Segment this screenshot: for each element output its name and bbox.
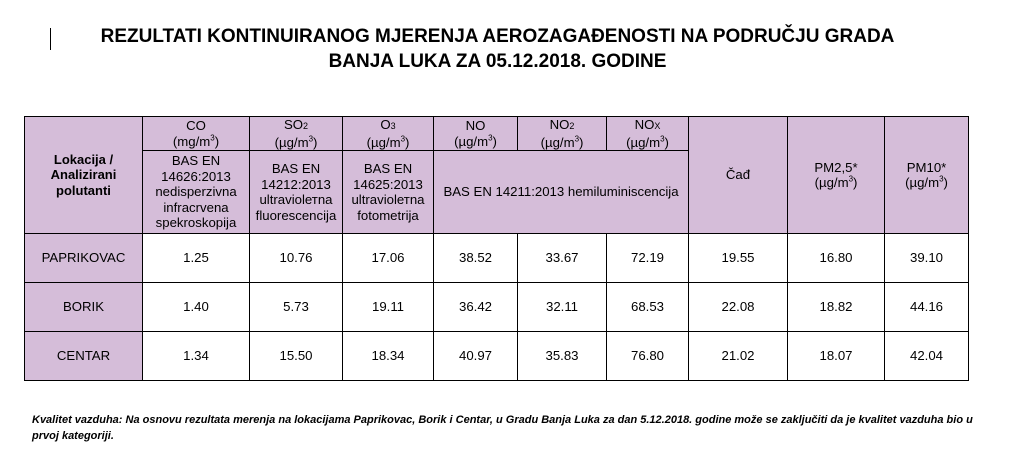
value-cell: 76.80 — [607, 332, 689, 381]
location-cell: BORIK — [25, 283, 143, 332]
header-co: CO $(mg/m^3)$ — [143, 117, 250, 151]
location-header: Lokacija / Analizirani polutanti — [25, 117, 143, 234]
air-quality-table — [24, 116, 969, 381]
header-o3: O3 $(\mu g/m^3)$ — [343, 117, 434, 151]
value-cell: 40.97 — [434, 332, 518, 381]
value-cell: 21.02 — [689, 332, 788, 381]
header-pm25: PM2,5* $(\mu g/m^3)$ — [788, 117, 885, 234]
value-cell: 16.80 — [788, 234, 885, 283]
value-cell: 17.06 — [343, 234, 434, 283]
value-cell: 42.04 — [885, 332, 969, 381]
air-quality-note: Kvalitet vazduha: Na osnovu rezultata merenja na lokacijama Paprikovac, Borik i Centar, u Gradu Banja Luka za dan 5.12.2018. godine može se zaključiti da je kvalitet vazduha bio u prvoj kategoriji. — [32, 414, 973, 442]
value-cell: 35.83 — [518, 332, 607, 381]
location-cell: PAPRIKOVAC — [25, 234, 143, 283]
value-cell: 33.67 — [518, 234, 607, 283]
header-pm10: PM10* $(\mu g/m^3)$ — [885, 117, 969, 234]
value-cell: 18.34 — [343, 332, 434, 381]
method-so2: BAS EN 14212:2013 ultraviolетna fluorescencija — [250, 151, 343, 234]
value-cell: 15.50 — [250, 332, 343, 381]
table-row — [25, 283, 969, 332]
value-cell: 68.53 — [607, 283, 689, 332]
table-row — [25, 234, 969, 283]
header-cad: Čađ — [689, 117, 788, 234]
value-cell: 1.40 — [143, 283, 250, 332]
value-cell: 18.07 — [788, 332, 885, 381]
header-so2: SO2 $(\mu g/m^3)$ — [250, 117, 343, 151]
value-cell: 32.11 — [518, 283, 607, 332]
location-cell: CENTAR — [25, 332, 143, 381]
value-cell: 72.19 — [607, 234, 689, 283]
title-line-1: REZULTATI KONTINUIRANOG MJERENJA AEROZAGAĐENOSTI NA PODRUČJU GRADA — [100, 26, 895, 47]
method-co: BAS EN 14626:2013 nedisperzivna infracrvena spekroskopija — [143, 151, 250, 234]
value-cell: 5.73 — [250, 283, 343, 332]
value-cell: 19.55 — [689, 234, 788, 283]
title-line-2: BANJA LUKA ZA 05.12.2018. GODINE — [328, 51, 667, 72]
value-cell: 10.76 — [250, 234, 343, 283]
header-no: NO $(\mu g/m^3)$ — [434, 117, 518, 151]
table-row — [25, 332, 969, 381]
value-cell: 39.10 — [885, 234, 969, 283]
value-cell: 36.42 — [434, 283, 518, 332]
value-cell: 18.82 — [788, 283, 885, 332]
value-cell: 1.25 — [143, 234, 250, 283]
page-title — [40, 24, 955, 74]
header-no2: NO2 $(\mu g/m^3)$ — [518, 117, 607, 151]
header-nox: NOX $(\mu g/m^3)$ — [607, 117, 689, 151]
value-cell: 19.11 — [343, 283, 434, 332]
value-cell: 1.34 — [143, 332, 250, 381]
value-cell: 22.08 — [689, 283, 788, 332]
method-o3: BAS EN 14625:2013 ultraviolетna fotometrija — [343, 151, 434, 234]
method-nox: BAS EN 14211:2013 hemiluminiscencija — [434, 151, 689, 234]
value-cell: 38.52 — [434, 234, 518, 283]
value-cell: 44.16 — [885, 283, 969, 332]
